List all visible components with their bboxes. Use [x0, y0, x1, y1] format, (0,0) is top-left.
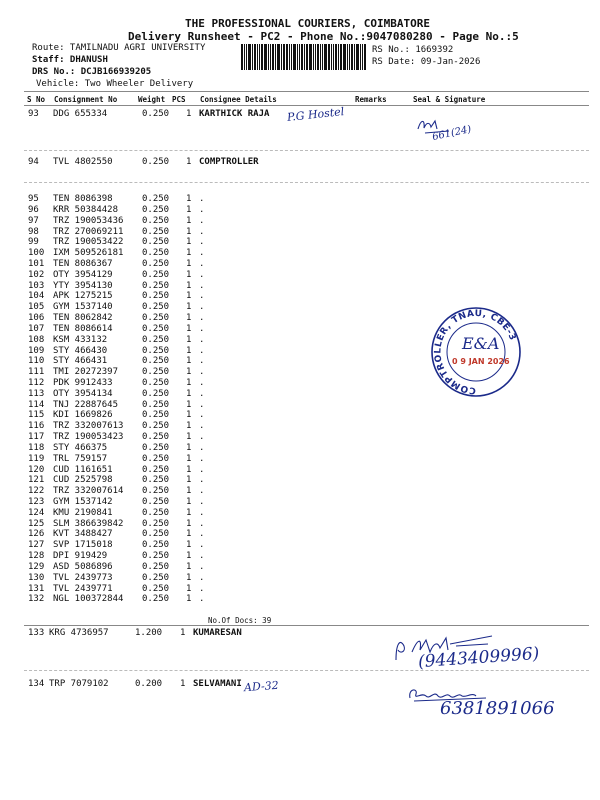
row-weight: 0.250 — [142, 237, 170, 248]
table-row — [0, 465, 600, 476]
row-consignee: . — [199, 194, 205, 204]
table-row — [0, 216, 600, 227]
row-sno: 129 — [28, 561, 45, 572]
row-consignment: TEN 8062842 — [53, 313, 113, 323]
row-pcs: 1 — [186, 313, 192, 323]
handwritten-date: 661(24) — [431, 124, 473, 143]
row-consignee: . — [199, 486, 205, 497]
row-sno: 112 — [28, 377, 45, 388]
table-row — [0, 573, 600, 584]
row-pcs: 1 — [186, 356, 192, 367]
row-weight: 0.250 — [142, 269, 170, 280]
row-consignment: KSM 433132 — [53, 334, 108, 345]
row-sno: 95 — [28, 194, 39, 204]
row-consignment: YTY 3954130 — [53, 280, 113, 291]
row-pcs: 1 — [186, 453, 192, 464]
row-separator — [24, 150, 589, 151]
route-label: Route: TAMILNADU AGRI UNIVERSITY — [32, 43, 206, 53]
row-sno: 117 — [28, 432, 45, 442]
row-sno: 105 — [28, 302, 45, 313]
row-consignee: . — [199, 583, 205, 594]
table-row — [0, 432, 600, 443]
table-row — [0, 529, 600, 540]
table-row — [0, 679, 600, 690]
row-weight: 0.250 — [142, 302, 170, 313]
row-weight: 0.250 — [142, 518, 170, 529]
group-bottom-rule — [24, 625, 589, 626]
row-consignment: OTY 3954134 — [53, 388, 113, 399]
row-sno: 97 — [28, 215, 39, 226]
row-sno: 108 — [28, 334, 45, 345]
row-consignment: TVL 4802550 — [53, 157, 113, 167]
row-sno: 93 — [28, 109, 39, 119]
row-pcs: 1 — [186, 194, 192, 204]
row-pcs: 1 — [186, 377, 192, 388]
row-pcs: 1 — [186, 464, 192, 475]
row-consignee: . — [199, 269, 205, 280]
row-consignee: . — [199, 204, 205, 215]
table-row — [0, 205, 600, 216]
row-consignee: KARTHICK RAJA — [199, 109, 270, 119]
row-sno: 132 — [28, 594, 45, 605]
row-consignment: STY 466375 — [53, 442, 108, 453]
row-weight: 0.250 — [142, 367, 170, 378]
row-consignee: . — [199, 518, 205, 529]
row-weight: 0.250 — [142, 388, 170, 399]
row-pcs: 1 — [186, 323, 192, 334]
table-row — [0, 475, 600, 486]
row-consignment: TRZ 332007614 — [53, 486, 124, 497]
row-pcs: 1 — [186, 248, 192, 259]
row-sno: 114 — [28, 399, 45, 410]
row-pcs: 1 — [186, 367, 192, 378]
col-seal-signature: Seal & Signature — [413, 95, 486, 104]
row-consignment: DDG 655334 — [53, 109, 108, 119]
row-consignee: SELVAMANI — [193, 679, 242, 689]
row-weight: 0.250 — [142, 323, 170, 334]
row-consignee: . — [199, 323, 205, 334]
row-consignment: TEN 8086398 — [53, 194, 113, 204]
row-weight: 0.250 — [142, 280, 170, 291]
row-sno: 126 — [28, 529, 45, 540]
row-consignee: . — [199, 291, 205, 302]
table-row — [0, 259, 600, 270]
row-sno: 119 — [28, 453, 45, 464]
row-consignee: . — [199, 237, 205, 248]
row-consignment: TMI 20272397 — [53, 367, 119, 378]
row-sno: 98 — [28, 226, 39, 237]
row-consignee: . — [199, 410, 205, 421]
row-sno: 102 — [28, 269, 45, 280]
row-consignment: GYM 1537140 — [53, 302, 113, 313]
row-sno: 109 — [28, 345, 45, 356]
row-pcs: 1 — [186, 291, 192, 302]
row-pcs: 1 — [186, 421, 192, 432]
row-pcs: 1 — [186, 475, 192, 486]
row-consignment: KRG 4736957 — [49, 628, 109, 638]
row-separator — [24, 182, 589, 183]
staff-label: Staff: DHANUSH — [32, 55, 108, 65]
row-weight: 0.250 — [142, 540, 170, 551]
row-pcs: 1 — [186, 410, 192, 421]
row-consignment: TRZ 190053436 — [53, 215, 124, 226]
table-row — [0, 562, 600, 573]
table-row — [0, 157, 600, 168]
row-pcs: 1 — [186, 497, 192, 507]
row-weight: 0.250 — [142, 432, 170, 442]
row-pcs: 1 — [186, 226, 192, 237]
row-consignment: SLM 386639842 — [53, 518, 124, 529]
handwritten-note-pg-hostel: P.G Hostel — [286, 105, 345, 124]
row-consignee: . — [199, 280, 205, 291]
row-consignee: . — [199, 302, 205, 313]
row-weight: 0.250 — [142, 594, 170, 605]
row-pcs: 1 — [186, 540, 192, 551]
row-pcs: 1 — [186, 399, 192, 410]
row-weight: 0.250 — [142, 313, 170, 323]
row-weight: 0.250 — [142, 529, 170, 540]
table-row — [0, 519, 600, 530]
row-consignee: . — [199, 399, 205, 410]
row-pcs: 1 — [186, 507, 192, 518]
drs-number: DRS No.: DCJB166939205 — [32, 67, 152, 77]
row-consignment: GYM 1537142 — [53, 497, 113, 507]
row-pcs: 1 — [186, 215, 192, 226]
row-weight: 0.250 — [142, 194, 170, 204]
row-consignee: . — [199, 334, 205, 345]
row-sno: 120 — [28, 464, 45, 475]
row-weight: 0.250 — [142, 421, 170, 432]
row-weight: 0.250 — [142, 442, 170, 453]
row-consignment: TRP 7079102 — [49, 679, 109, 689]
rs-number: RS No.: 1669392 — [372, 45, 454, 55]
handwritten-note: AD-32 — [243, 678, 280, 695]
table-row — [0, 270, 600, 281]
row-consignment: KVT 3488427 — [53, 529, 113, 540]
row-consignee: . — [199, 561, 205, 572]
table-row — [0, 227, 600, 238]
row-weight: 0.250 — [142, 291, 170, 302]
col-consignment: Consignment No — [54, 95, 118, 104]
row-pcs: 1 — [186, 157, 192, 167]
row-consignment: TVL 2439771 — [53, 583, 113, 594]
row-pcs: 1 — [186, 442, 192, 453]
row-consignee: . — [199, 258, 205, 269]
row-pcs: 1 — [186, 388, 192, 399]
row-pcs: 1 — [186, 204, 192, 215]
row-weight: 0.250 — [142, 248, 170, 259]
row-consignee: . — [199, 215, 205, 226]
row-sno: 99 — [28, 237, 39, 248]
row-consignee: . — [199, 421, 205, 432]
row-weight: 0.250 — [142, 561, 170, 572]
row-pcs: 1 — [186, 258, 192, 269]
row-weight: 1.200 — [135, 628, 163, 638]
row-consignee: . — [199, 594, 205, 605]
row-consignee: . — [199, 540, 205, 551]
row-consignment: OTY 3954129 — [53, 269, 113, 280]
row-weight: 0.250 — [142, 157, 170, 167]
row-sno: 106 — [28, 313, 45, 323]
row-pcs: 1 — [180, 679, 186, 689]
vehicle-label: Vehicle: Two Wheeler Delivery — [36, 79, 194, 89]
row-pcs: 1 — [186, 572, 192, 583]
row-pcs: 1 — [186, 583, 192, 594]
row-sno: 123 — [28, 497, 45, 507]
stamp-initials: E&A — [462, 334, 500, 353]
col-remarks: Remarks — [355, 95, 387, 104]
stamp-ring-text: COMPTROLLER, TNAU, CBE-3 — [433, 308, 518, 396]
table-row — [0, 194, 600, 205]
row-pcs: 1 — [186, 280, 192, 291]
row-consignee: . — [199, 572, 205, 583]
row-consignment: TRZ 332007613 — [53, 421, 124, 432]
row-pcs: 1 — [186, 334, 192, 345]
row-pcs: 1 — [186, 561, 192, 572]
table-row — [0, 237, 600, 248]
row-consignment: NGL 100372844 — [53, 594, 124, 605]
row-consignee: . — [199, 442, 205, 453]
row-consignment: TEN 8086614 — [53, 323, 113, 334]
row-consignee: . — [199, 464, 205, 475]
row-consignment: KMU 2190841 — [53, 507, 113, 518]
row-sno: 101 — [28, 258, 45, 269]
table-row — [0, 508, 600, 519]
row-sno: 124 — [28, 507, 45, 518]
row-sno: 113 — [28, 388, 45, 399]
row-consignment: TVL 2439773 — [53, 572, 113, 583]
row-sno: 131 — [28, 583, 45, 594]
row-sno: 111 — [28, 367, 45, 378]
row-consignment: ASD 5086896 — [53, 561, 113, 572]
row-consignee: COMPTROLLER — [199, 157, 259, 167]
row-weight: 0.250 — [142, 453, 170, 464]
barcode — [241, 44, 368, 70]
row-consignee: . — [199, 248, 205, 259]
row-pcs: 1 — [186, 269, 192, 280]
col-consignee: Consignee Details — [200, 95, 277, 104]
col-pcs: PCS — [172, 95, 186, 104]
handwritten-phone: (9443409996) — [417, 643, 540, 673]
row-pcs: 1 — [186, 302, 192, 313]
row-sno: 110 — [28, 356, 45, 367]
row-weight: 0.250 — [142, 226, 170, 237]
table-row — [0, 410, 600, 421]
row-weight: 0.250 — [142, 399, 170, 410]
row-sno: 118 — [28, 442, 45, 453]
row-sno: 125 — [28, 518, 45, 529]
table-row — [0, 454, 600, 465]
header-bottom-rule — [24, 105, 589, 106]
row-consignment: SVP 1715018 — [53, 540, 113, 551]
table-row — [0, 628, 600, 639]
table-row — [0, 291, 600, 302]
row-sno: 134 — [28, 679, 45, 689]
row-consignment: TNJ 22887645 — [53, 399, 119, 410]
row-weight: 0.250 — [142, 497, 170, 507]
row-pcs: 1 — [180, 628, 186, 638]
row-sno: 107 — [28, 323, 45, 334]
row-pcs: 1 — [186, 237, 192, 248]
table-row — [0, 486, 600, 497]
row-weight: 0.250 — [142, 334, 170, 345]
row-weight: 0.250 — [142, 377, 170, 388]
row-weight: 0.250 — [142, 258, 170, 269]
row-sno: 130 — [28, 572, 45, 583]
table-row — [0, 443, 600, 454]
col-sno: S No — [27, 95, 46, 104]
table-row — [0, 421, 600, 432]
row-sno: 127 — [28, 540, 45, 551]
row-consignee: . — [199, 551, 205, 562]
row-weight: 0.250 — [142, 109, 170, 119]
table-row — [0, 281, 600, 292]
row-sno: 122 — [28, 486, 45, 497]
table-row — [0, 497, 600, 508]
row-weight: 0.250 — [142, 551, 170, 562]
row-consignee: . — [199, 313, 205, 323]
col-weight: Weight — [138, 95, 166, 104]
row-consignee: . — [199, 507, 205, 518]
runsheet-title: Delivery Runsheet - PC2 - Phone No.:9047080280 - Page No.:5 — [128, 30, 519, 43]
handwritten-phone: 6381891066 — [440, 698, 555, 719]
row-sno: 94 — [28, 157, 39, 167]
row-consignee: . — [199, 529, 205, 540]
row-consignment: TEN 8086367 — [53, 258, 113, 269]
row-consignee: . — [199, 432, 205, 442]
row-consignee: . — [199, 453, 205, 464]
row-sno: 133 — [28, 628, 45, 638]
table-row — [0, 248, 600, 259]
row-pcs: 1 — [186, 594, 192, 605]
row-consignee: . — [199, 356, 205, 367]
row-consignee: . — [199, 377, 205, 388]
row-sno: 128 — [28, 551, 45, 562]
row-consignment: TRL 759157 — [53, 453, 108, 464]
row-consignment: CUD 2525798 — [53, 475, 113, 486]
row-pcs: 1 — [186, 486, 192, 497]
row-weight: 0.250 — [142, 572, 170, 583]
table-row — [0, 594, 600, 605]
row-consignment: PDK 9912433 — [53, 377, 113, 388]
row-sno: 103 — [28, 280, 45, 291]
row-pcs: 1 — [186, 551, 192, 562]
company-title: THE PROFESSIONAL COURIERS, COIMBATORE — [185, 17, 431, 30]
row-consignee: KUMARESAN — [193, 628, 242, 638]
table-row — [0, 584, 600, 595]
row-consignment: STY 466431 — [53, 356, 108, 367]
row-consignment: STY 466430 — [53, 345, 108, 356]
row-weight: 0.250 — [142, 507, 170, 518]
row-consignment: KRR 50384428 — [53, 204, 119, 215]
row-consignment: KDI 1669826 — [53, 410, 113, 421]
row-weight: 0.250 — [142, 464, 170, 475]
table-row — [0, 540, 600, 551]
row-sno: 104 — [28, 291, 45, 302]
row-consignment: TRZ 190053423 — [53, 432, 124, 442]
rs-date: RS Date: 09-Jan-2026 — [372, 57, 481, 67]
row-pcs: 1 — [186, 529, 192, 540]
header-top-rule — [24, 91, 589, 92]
row-consignment: TRZ 270069211 — [53, 226, 124, 237]
row-consignee: . — [199, 367, 205, 378]
row-pcs: 1 — [186, 109, 192, 119]
row-weight: 0.250 — [142, 345, 170, 356]
row-separator — [24, 670, 589, 671]
stamp-date: 0 9 JAN 2026 — [452, 357, 510, 366]
row-consignment: DPI 919429 — [53, 551, 108, 562]
row-sno: 115 — [28, 410, 45, 421]
row-pcs: 1 — [186, 345, 192, 356]
row-pcs: 1 — [186, 518, 192, 529]
row-weight: 0.250 — [142, 356, 170, 367]
row-consignee: . — [199, 388, 205, 399]
row-consignee: . — [199, 345, 205, 356]
comptroller-seal-stamp — [428, 304, 524, 402]
row-sno: 96 — [28, 204, 39, 215]
row-consignment: IXM 509526181 — [53, 248, 124, 259]
no-of-docs: No.Of Docs: 39 — [208, 616, 272, 625]
row-weight: 0.250 — [142, 486, 170, 497]
row-weight: 0.200 — [135, 679, 163, 689]
row-weight: 0.250 — [142, 204, 170, 215]
row-consignment: CUD 1161651 — [53, 464, 113, 475]
row-weight: 0.250 — [142, 475, 170, 486]
row-consignment: TRZ 190053422 — [53, 237, 124, 248]
row-sno: 116 — [28, 421, 45, 432]
row-sno: 100 — [28, 248, 45, 259]
row-consignment: APK 1275215 — [53, 291, 113, 302]
table-row — [0, 551, 600, 562]
row-weight: 0.250 — [142, 410, 170, 421]
row-sno: 121 — [28, 475, 45, 486]
row-consignee: . — [199, 226, 205, 237]
row-pcs: 1 — [186, 432, 192, 442]
row-consignee: . — [199, 497, 205, 507]
row-consignee: . — [199, 475, 205, 486]
row-weight: 0.250 — [142, 215, 170, 226]
row-weight: 0.250 — [142, 583, 170, 594]
